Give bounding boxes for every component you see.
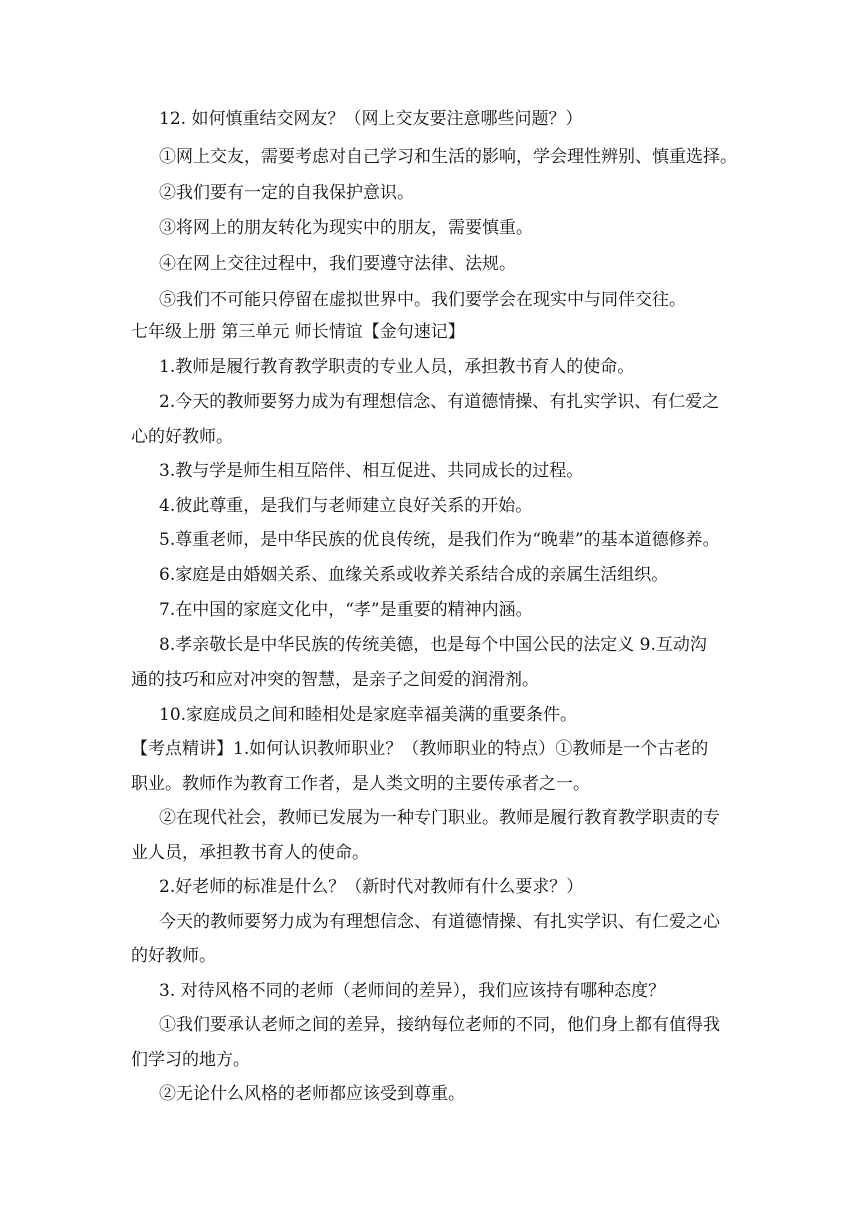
quote-line: 2.今天的教师要努力成为有理想信念、有道德情操、有扎实学识、有仁爱之 bbox=[159, 392, 720, 412]
key-point-line: 今天的教师要努力成为有理想信念、有道德情操、有扎实学识、有仁爱之心 bbox=[159, 912, 720, 932]
answer-line: ②我们要有一定的自我保护意识。 bbox=[159, 183, 414, 203]
key-point-question: 2.好老师的标准是什么？（新时代对教师有什么要求？） bbox=[159, 877, 584, 897]
answer-line: ④在网上交往过程中，我们要遵守法律、法规。 bbox=[159, 254, 516, 274]
key-point-question: 3. 对待风格不同的老师（老师间的差异），我们应该持有哪种态度？ bbox=[159, 981, 666, 1001]
key-point-line: ②无论什么风格的老师都应该受到尊重。 bbox=[159, 1084, 465, 1104]
question-12: 12. 如何慎重结交网友？（网上交友要注意哪些问题？） bbox=[159, 109, 583, 129]
quote-line: 4.彼此尊重，是我们与老师建立良好关系的开始。 bbox=[159, 496, 533, 516]
key-points-heading: 【考点精讲】1.如何认识教师职业？（教师职业的特点）①教师是一个古老的 bbox=[131, 739, 709, 759]
quote-line: 10.家庭成员之间和睦相处是家庭幸福美满的重要条件。 bbox=[159, 705, 578, 725]
key-point-line: 业人员，承担教书育人的使命。 bbox=[131, 843, 369, 863]
section-heading: 七年级上册 第三单元 师长情谊【金句速记】 bbox=[131, 322, 465, 342]
quote-line: 心的好教师。 bbox=[131, 427, 233, 447]
key-point-line: ①我们要承认老师之间的差异，接纳每位老师的不同，他们身上都有值得我 bbox=[159, 1015, 720, 1035]
answer-line: ①网上交友，需要考虑对自己学习和生活的影响，学会理性辨别、慎重选择。 bbox=[159, 147, 737, 167]
key-point-line: ②在现代社会，教师已发展为一种专门职业。教师是履行教育教学职责的专 bbox=[159, 808, 720, 828]
key-point-line: 职业。教师作为教育工作者，是人类文明的主要传承者之一。 bbox=[131, 774, 590, 794]
key-point-line: 的好教师。 bbox=[131, 946, 216, 966]
answer-line: ⑤我们不可能只停留在虚拟世界中。我们要学会在现实中与同伴交往。 bbox=[159, 290, 686, 310]
quote-line: 1.教师是履行教育教学职责的专业人员，承担教书育人的使命。 bbox=[159, 357, 635, 377]
key-point-line: 们学习的地方。 bbox=[131, 1050, 250, 1070]
quote-line: 5.尊重老师，是中华民族的优良传统，是我们作为“晚辈”的基本道德修养。 bbox=[159, 530, 720, 550]
quote-line: 通的技巧和应对冲突的智慧，是亲子之间爱的润滑剂。 bbox=[131, 670, 539, 690]
answer-line: ③将网上的朋友转化为现实中的朋友，需要慎重。 bbox=[159, 218, 533, 238]
quote-line: 6.家庭是由婚姻关系、血缘关系或收养关系结合成的亲属生活组织。 bbox=[159, 565, 669, 585]
quote-line: 7.在中国的家庭文化中，“孝”是重要的精神内涵。 bbox=[159, 600, 533, 620]
quote-line: 3.教与学是师生相互陪伴、相互促进、共同成长的过程。 bbox=[159, 461, 584, 481]
quote-line: 8.孝亲敬长是中华民族的传统美德，也是每个中国公民的法定义 9.互动沟 bbox=[159, 635, 707, 655]
